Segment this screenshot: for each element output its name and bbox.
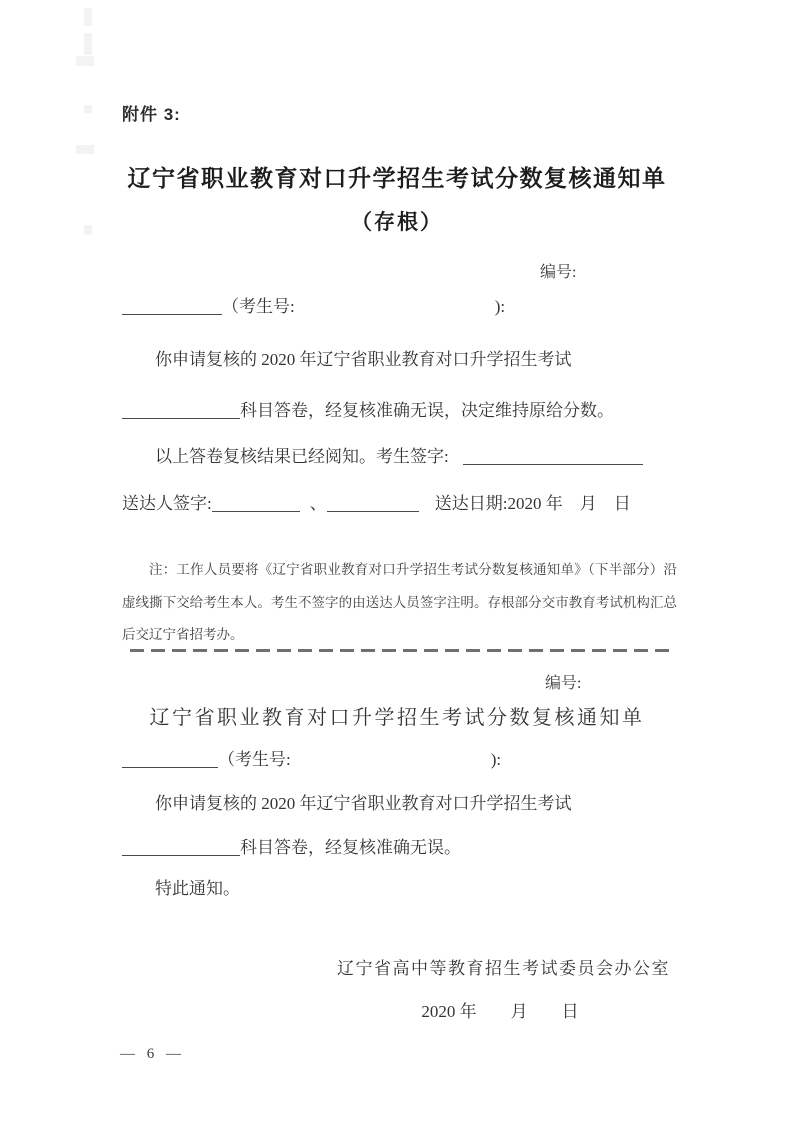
notice-subject-blank [122, 838, 240, 856]
scan-artifact [84, 8, 92, 26]
scan-artifact [76, 56, 94, 66]
stub-candidate-signature-blank [463, 447, 643, 465]
notice-serial-label: 编号: [545, 675, 582, 692]
notice-body-line1: 你申请复核的 2020 年辽宁省职业教育对口升学招生考试 [155, 794, 572, 813]
stub-deliverer2-signature-blank [327, 494, 419, 512]
scan-artifact [84, 105, 92, 113]
tear-line [130, 649, 676, 652]
stub-serial-label: 编号: [540, 264, 577, 281]
notice-candidate-id-prefix: （考生号: [218, 750, 291, 769]
notice-closing: 特此通知。 [155, 879, 240, 898]
stub-deliver-line [122, 489, 631, 514]
stub-candidate-name-blank [122, 297, 222, 315]
stub-subtitle: （存根） [351, 211, 443, 234]
stub-note: 注：工作人员要将《辽宁省职业教育对口升学招生考试分数复核通知单》（下半部分）沿虚线撕下交给考生本人。考生不签字的由送达人员签字注明。存根部分交市教育考试机构汇总后交辽宁省招考办。 [122, 562, 677, 642]
stub-body-line2-text: 科目答卷，经复核准确无误，决定维持原给分数。 [240, 401, 614, 420]
notice-issuer: 辽宁省高中等教育招生考试委员会办公室 [337, 959, 670, 978]
stub-candidate-id-prefix: （考生号: [222, 297, 295, 316]
stub-candidate-id-suffix: ): [494, 297, 506, 316]
attachment-label: 附件 3: [122, 105, 181, 124]
notice-body-line2-text: 科目答卷，经复核准确无误。 [240, 838, 461, 857]
stub-body-line2 [122, 396, 614, 421]
notice-title: 辽宁省职业教育对口升学招生考试分数复核通知单 [149, 707, 645, 729]
stub-deliver-separator: 、 [309, 494, 327, 513]
stub-ack-line [155, 442, 643, 467]
notice-issue-date: 2020 年 月 日 [421, 1002, 579, 1021]
notice-body-line2 [122, 833, 461, 858]
stub-deliverer1-signature-blank [212, 494, 300, 512]
stub-ack-label: 以上答卷复核结果已经阅知。考生签字: [155, 447, 449, 466]
stub-deliver-label: 送达人签字: [122, 494, 212, 513]
notice-candidate-name-blank [122, 750, 218, 768]
scan-artifact [76, 145, 94, 154]
stub-title: 辽宁省职业教育对口升学招生考试分数复核通知单 [127, 165, 667, 191]
notice-candidate-line [122, 745, 501, 770]
stub-subject-blank [122, 401, 240, 419]
notice-candidate-id-suffix: ): [490, 750, 502, 769]
scan-artifact [84, 33, 92, 55]
stub-deliver-date: 送达日期:2020 年 月 日 [434, 494, 631, 513]
stub-candidate-line [122, 292, 505, 317]
page-number: — 6 — [120, 1046, 185, 1062]
stub-body-line1: 你申请复核的 2020 年辽宁省职业教育对口升学招生考试 [155, 350, 572, 369]
